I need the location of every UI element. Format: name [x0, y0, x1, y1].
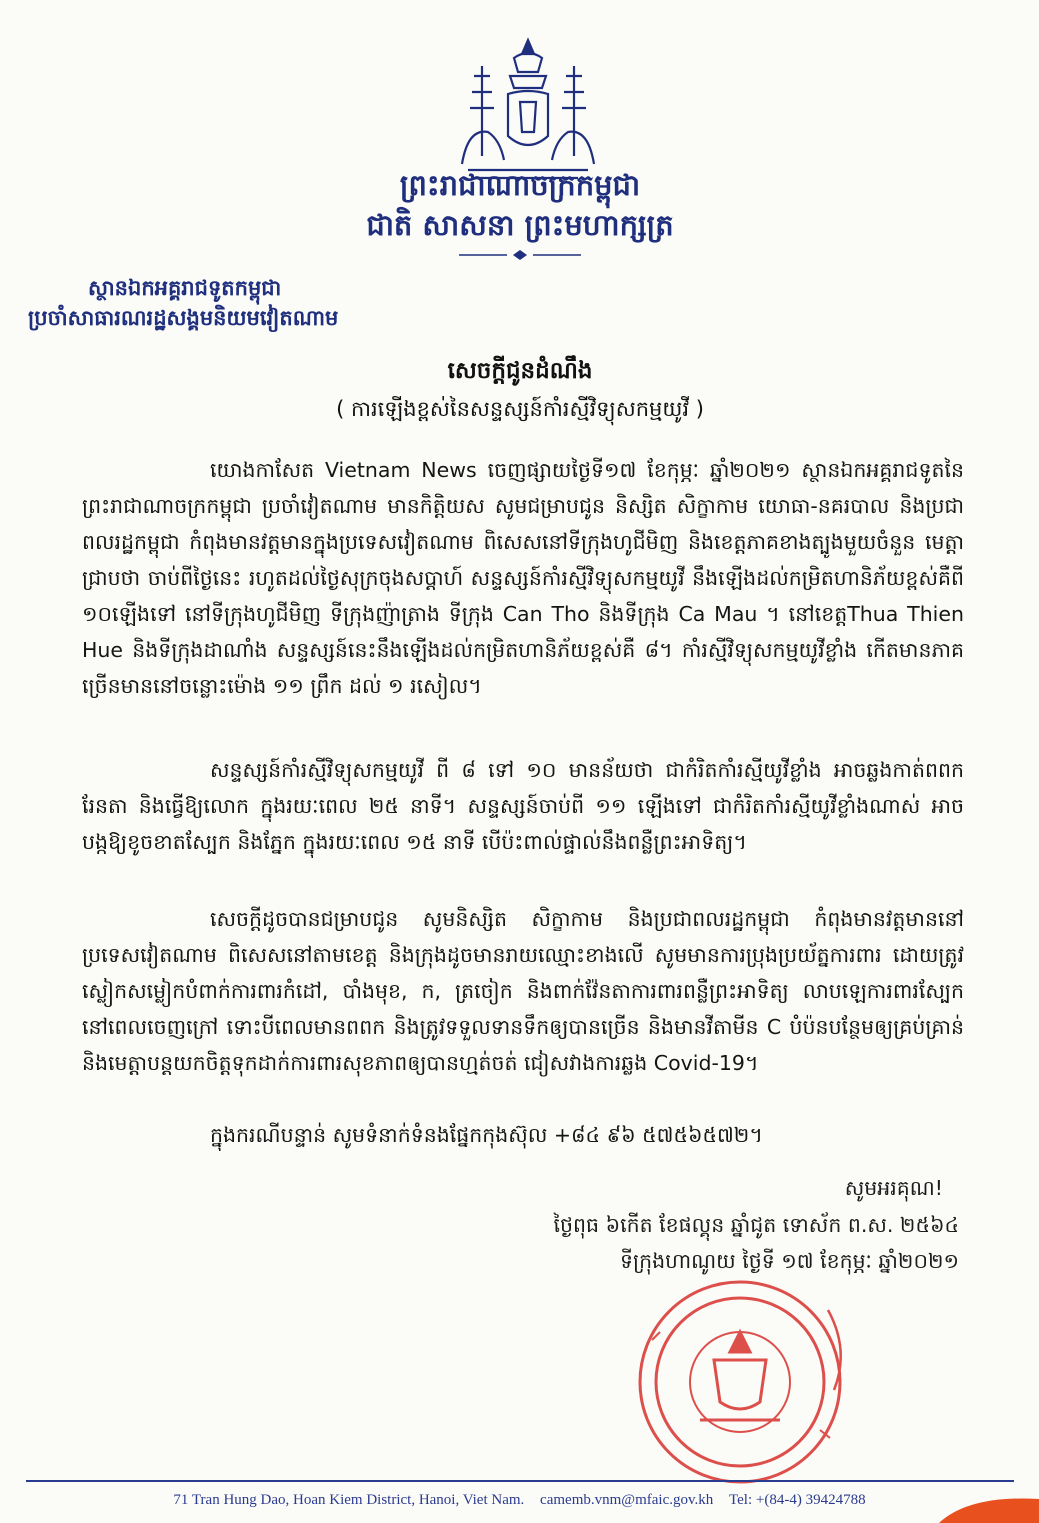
embassy-location: ប្រចាំសាធារណរដ្ឋសង្គមនិយមវៀតណាម	[28, 306, 339, 330]
thanks-line: សូមអរគុណ!	[844, 1176, 943, 1200]
embassy-seal-stamp-icon	[620, 1270, 870, 1490]
notice-subtitle: ( ការឡើងខ្ពស់នៃសន្ទស្សន៍កាំរស្មីវិទ្យុសកម្មយូវី )	[336, 397, 704, 421]
footer-email: camemb.vnm@mfaic.gov.kh	[540, 1492, 714, 1508]
divider-ornament-icon	[455, 248, 585, 262]
footer-phone: Tel: +(84-4) 39424788	[729, 1492, 866, 1508]
corner-mark-icon	[909, 1489, 1039, 1523]
place-date: ទីក្រុងហាណូយ ថ្ងៃទី ១៧ ខែកុម្ភៈ ឆ្នាំ២០២១	[619, 1249, 959, 1273]
footer-contact	[0, 1492, 1039, 1509]
national-motto: ជាតិ សាសនា ព្រះមហាក្សត្រ	[366, 208, 674, 242]
royal-coat-of-arms-icon	[448, 36, 608, 186]
body-paragraph-2: សន្ទស្សន៍កាំរស្មីវិទ្យុសកម្មយូវី ពី ៨ ទៅ ១០ មានន័យថា ជាកំរិតកាំរស្មីយូវីខ្លាំង អាចឆ្លងកាត់ពពក រែនតា និងធ្វើឱ្យលោក ក្នុងរយៈពេល ២៥ នាទី។ សន្ទស្សន៍ចាប់ពី ១១ ឡើងទៅ ជាកំរិតកាំរស្មីយូវីខ្លាំងណាស់ អាចបង្កឱ្យខូចខាតស្បែក និងភ្នែក ក្នុងរយៈពេល ១៥ នាទី បើប៉ះពាល់ផ្ទាល់នឹងពន្លឺព្រះអាទិត្យ។	[82, 758, 964, 854]
body-paragraph-3: សេចក្តីដូចបានជម្រាបជូន សូមនិស្សិត សិក្ខាកាម និងប្រជាពលរដ្ឋកម្ពុជា កំពុងមានវត្តមាននៅប្រទេសវៀតណាម ពិសេសនៅតាមខេត្ត និងក្រុងដូចមានរាយឈ្មោះខាងលើ សូមមានការប្រុងប្រយ័ត្នការពារ ដោយត្រូវស្លៀកសម្លៀកបំពាក់ការពារកំដៅ, បាំងមុខ, ក, ត្រចៀក និងពាក់វ៉ែនតាការពារពន្លឺព្រះអាទិត្យ លាបឡេការពារស្បែក នៅពេលចេញក្រៅ ទោះបីពេលមានពពក និងត្រូវទទួលទានទឹកឲ្យបានច្រើន និងមានវីតាមីន C បំប៉នបន្ថែមឲ្យគ្រប់គ្រាន់ និងមេត្តាបន្តយកចិត្តទុកដាក់ការពារសុខភាពឲ្យបានហ្មត់ចត់ ជៀសវាងការឆ្លង Covid-19។	[82, 907, 964, 1075]
embassy-name: ស្ថានឯកអគ្គរាជទូតកម្ពុជា	[88, 276, 282, 300]
footer-rule	[26, 1480, 1014, 1482]
footer-address: 71 Tran Hung Dao, Hoan Kiem District, Hanoi, Viet Nam.	[173, 1492, 525, 1508]
contact-paragraph: ក្នុងករណីបន្ទាន់ សូមទំនាក់ទំនងផ្នែកកុងស៊ុល +៨៤ ៩៦ ៥៧៥៦៥៧២។	[210, 1123, 763, 1147]
kingdom-name: ព្រះរាជាណាចក្រកម្ពុជា	[399, 168, 641, 202]
body-paragraph-1: យោងកាសែត Vietnam News ចេញផ្សាយថ្ងៃទី១៧ ខែកុម្ភៈ ឆ្នាំ២០២១ ស្ថានឯកអគ្គរាជទូតនៃព្រះរាជាណាចក្រកម្ពុជា ប្រចាំវៀតណាម មានកិត្តិយស សូមជម្រាបជូន និស្សិត សិក្ខាកាម យោធា-នគរបាល និងប្រជាពលរដ្ឋកម្ពុជា កំពុងមានវត្តមានក្នុងប្រទេសវៀតណាម ពិសេសនៅទីក្រុងហូជីមិញ និងខេត្តភាគខាងត្បូងមួយចំនួន មេត្តាជ្រាបថា ចាប់ពីថ្ងៃនេះ រហូតដល់ថ្ងៃសុក្រចុងសប្តាហ៍ សន្ទស្សន៍កាំរស្មីវិទ្យុសកម្មយូវី នឹងឡើងដល់កម្រិតហានិភ័យខ្ពស់គឺពី ១០ឡើងទៅ នៅទីក្រុងហូជីមិញ ទីក្រុងញ៉ាត្រាង ទីក្រុង Can Tho និងទីក្រុង Ca Mau ។ នៅខេត្តThua Thien Hue និងទីក្រុងដាណាំង សន្ទស្សន៍នេះនឹងឡើងដល់កម្រិតហានិភ័យខ្ពស់គឺ ៨។ កាំរស្មីវិទ្យុសកម្មយូវីខ្លាំង កើតមានភាគច្រើនមាននៅចន្លោះម៉ោង ១១ ព្រឹក ដល់ ១ រសៀល។	[82, 458, 964, 698]
lunar-date: ថ្ងៃពុធ ៦កើត ខែផល្គុន ឆ្នាំជូត ទោស័ក ព.ស. ២៥៦៤	[553, 1213, 959, 1237]
notice-title: សេចក្តីជូនដំណឹង	[447, 358, 593, 384]
